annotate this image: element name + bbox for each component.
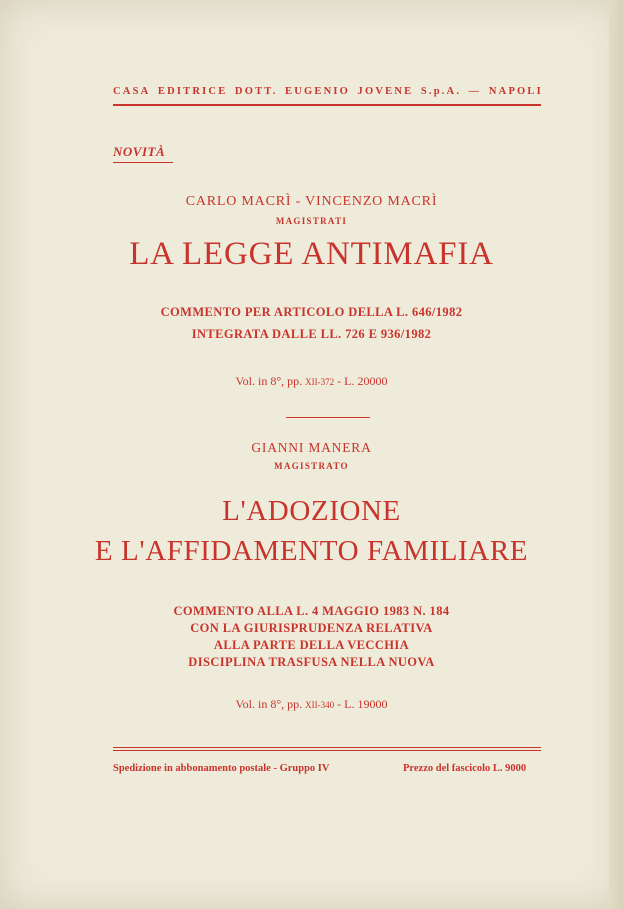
- book2-role: MAGISTRATO: [274, 461, 349, 471]
- book2-desc-line: CON LA GIURISPRUDENZA RELATIVA: [190, 621, 433, 635]
- postal-shipping-note: Spedizione in abbonamento postale - Gruppo IV: [113, 763, 330, 774]
- book1-subtitle-line: COMMENTO PER ARTICOLO DELLA L. 646/1982: [160, 305, 463, 319]
- footer-rule: [113, 747, 541, 748]
- publisher-word: S.p.A.: [420, 86, 462, 97]
- book1-vol-prefix: Vol. in 8°, pp.: [235, 374, 306, 388]
- publisher-word: CASA: [113, 86, 151, 97]
- book1-vol-pages: XII-372: [305, 377, 335, 387]
- book2-vol-pages: XII-340: [305, 700, 335, 710]
- book2-author: GIANNI MANERA: [251, 440, 372, 455]
- book2-desc-line: COMMENTO ALLA L. 4 MAGGIO 1983 N. 184: [173, 604, 450, 618]
- book2-desc-line: ALLA PARTE DELLA VECCHIA: [213, 638, 410, 652]
- header-rule: [113, 104, 541, 106]
- book2-vol-prefix: Vol. in 8°, pp.: [235, 697, 306, 711]
- book2-title-line2: E L'AFFIDAMENTO FAMILIARE: [94, 535, 529, 567]
- book2-vol-price: - L. 19000: [334, 697, 388, 711]
- book2-volume-info: [0, 697, 623, 712]
- section-divider: [286, 417, 370, 418]
- novita-underline: [113, 162, 173, 163]
- publisher-word: NAPOLI: [488, 86, 543, 97]
- book1-vol-price: - L. 20000: [334, 374, 388, 388]
- novita-label: NOVITÀ: [113, 144, 166, 159]
- publisher-word: EDITRICE: [157, 86, 228, 97]
- publisher-word: EUGENIO: [285, 86, 351, 97]
- book1-title: LA LEGGE ANTIMAFIA: [129, 236, 494, 272]
- publisher-word: JOVENE: [357, 86, 414, 97]
- issue-price: Prezzo del fascicolo L. 9000: [403, 763, 527, 774]
- book1-subtitle-line: INTEGRATA DALLE LL. 726 E 936/1982: [191, 327, 432, 341]
- book2-title-line1: L'ADOZIONE: [222, 495, 401, 527]
- publisher-word: DOTT.: [234, 86, 278, 97]
- book1-authors: CARLO MACRÌ - VINCENZO MACRÌ: [185, 194, 438, 209]
- book1-volume-info: [0, 374, 623, 389]
- publisher-word: —: [468, 86, 482, 97]
- book2-desc-line: DISCIPLINA TRASFUSA NELLA NUOVA: [188, 655, 435, 669]
- book1-role: MAGISTRATI: [275, 216, 348, 226]
- publisher-line: [113, 86, 543, 97]
- footer-rule: [113, 750, 541, 751]
